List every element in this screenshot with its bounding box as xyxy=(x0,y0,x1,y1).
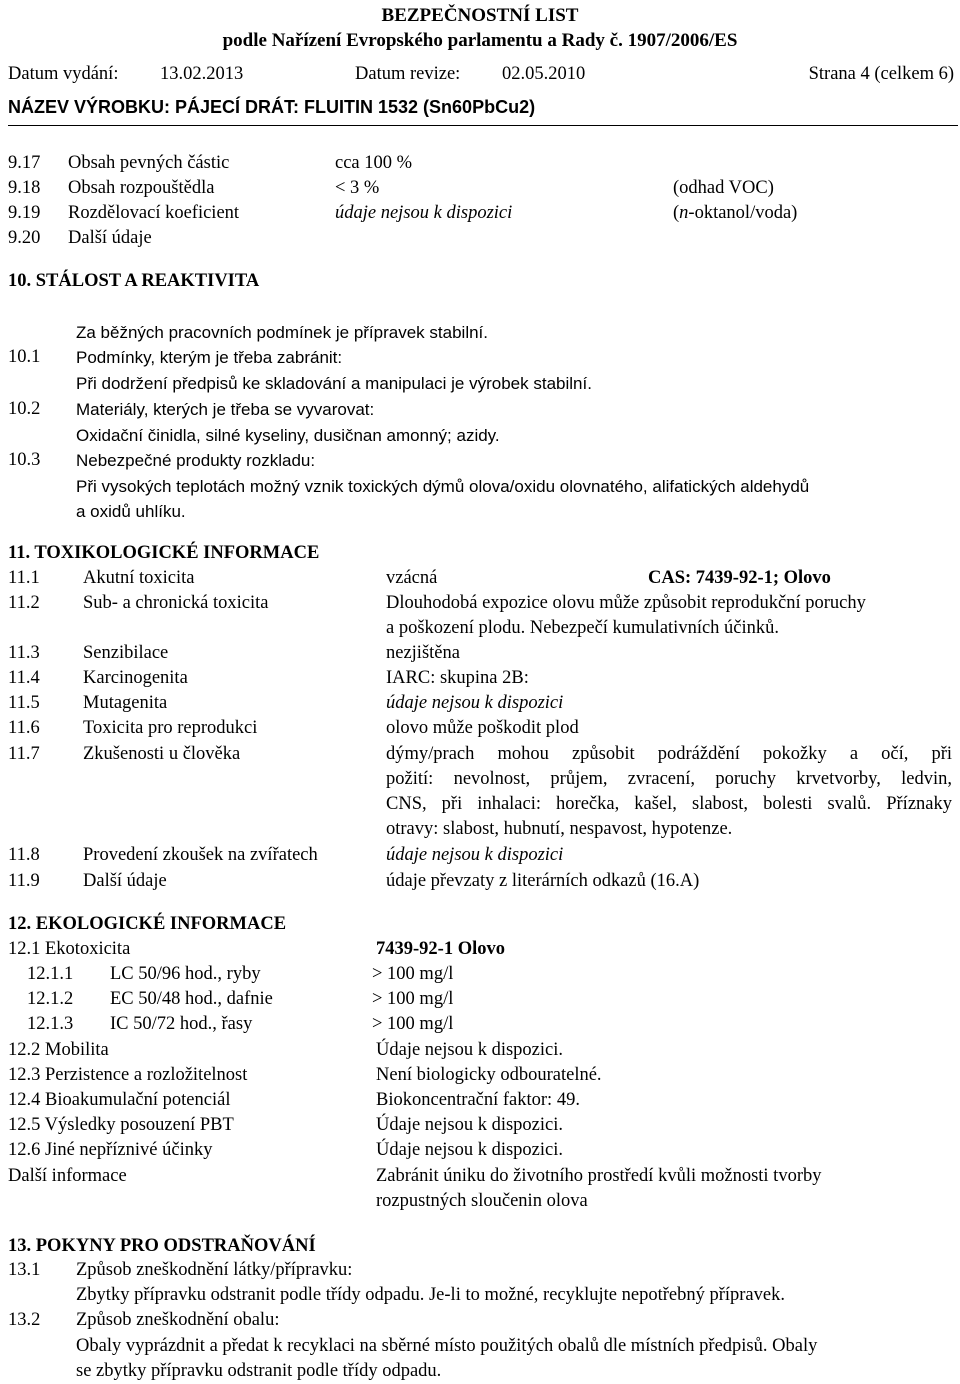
row-value: údaje nejsou k dispozici xyxy=(386,693,564,713)
row-number: 11.9 xyxy=(8,871,40,891)
row-value: vzácná xyxy=(386,568,438,588)
row-label: Karcinogenita xyxy=(83,668,188,688)
row-note: (n-oktanol/voda) xyxy=(673,203,798,223)
item-label: Způsob zneškodnění látky/přípravku: xyxy=(76,1260,353,1280)
row-value: údaje nejsou k dispozici xyxy=(335,203,513,223)
row-number: 11.8 xyxy=(8,845,40,865)
row-label: Senzibilace xyxy=(83,643,169,663)
sub-number: 12.1.2 xyxy=(27,989,74,1009)
sub-number: 12.1.1 xyxy=(27,964,74,984)
item-number: 10.2 xyxy=(8,399,41,419)
item-text: Oxidační činidla, silné kyseliny, dusičnan amonný; azidy. xyxy=(76,426,500,445)
row-label: 12.2 Mobilita xyxy=(8,1040,109,1060)
sub-value: > 100 mg/l xyxy=(372,964,454,984)
row-number: 9.18 xyxy=(8,178,41,198)
item-number: 10.3 xyxy=(8,450,41,470)
item-label: Způsob zneškodnění obalu: xyxy=(76,1310,280,1330)
row-value: Není biologicky odbouratelné. xyxy=(376,1065,602,1085)
item-label: Materiály, kterých je třeba se vyvarovat: xyxy=(76,400,375,419)
page-number: Strana 4 (celkem 6) xyxy=(808,64,954,84)
row-note-italic: n xyxy=(679,203,689,223)
row-value: Údaje nejsou k dispozici. xyxy=(376,1115,564,1135)
row-value: Dlouhodobá expozice olovu může způsobit reprodukční poruchy xyxy=(386,593,866,613)
cas-number: CAS: 7439-92-1; Olovo xyxy=(648,568,831,588)
sub-value: > 100 mg/l xyxy=(372,1014,454,1034)
row-value: údaje nejsou k dispozici xyxy=(386,845,564,865)
item-text: se zbytky přípravku odstranit podle třídy odpadu. xyxy=(76,1361,442,1381)
stability-intro: Za běžných pracovních podmínek je přípravek stabilní. xyxy=(76,323,488,342)
row-value: < 3 % xyxy=(335,178,380,198)
section-heading: 12. EKOLOGICKÉ INFORMACE xyxy=(8,914,287,934)
item-text: Zbytky přípravku odstranit podle třídy odpadu. Je-li to možné, recyklujte nepotřebný přípravek. xyxy=(76,1285,785,1305)
issue-date-label: Datum vydání: xyxy=(8,64,119,84)
row-label: Mutagenita xyxy=(83,693,168,713)
item-label: Podmínky, kterým je třeba zabránit: xyxy=(76,348,343,367)
row-label: Další údaje xyxy=(68,228,152,248)
row-label: Provedení zkoušek na zvířatech xyxy=(83,845,318,865)
issue-date: 13.02.2013 xyxy=(160,64,244,84)
row-value: nezjištěna xyxy=(386,643,460,663)
sub-number: 12.1.3 xyxy=(27,1014,74,1034)
row-number: 11.2 xyxy=(8,593,40,613)
row-note-rest: -oktanol/voda) xyxy=(688,203,798,223)
row-value: dýmy/prach mohou způsobit podráždění pokožky a očí, při xyxy=(386,744,952,764)
item-label: Nebezpečné produkty rozkladu: xyxy=(76,451,316,470)
sub-value: > 100 mg/l xyxy=(372,989,454,1009)
row-label: 12.3 Perzistence a rozložitelnost xyxy=(8,1065,248,1085)
row-label: 12.6 Jiné nepříznivé účinky xyxy=(8,1140,213,1160)
item-text: Při dodržení předpisů ke skladování a manipulaci je výrobek stabilní. xyxy=(76,374,592,393)
item-number: 13.1 xyxy=(8,1260,41,1280)
sub-label: LC 50/96 hod., ryby xyxy=(110,964,261,984)
row-number: 11.4 xyxy=(8,668,40,688)
item-text: Obaly vyprázdnit a předat k recyklaci na sběrné místo použitých obalů dle místních předpisů. Obaly xyxy=(76,1336,818,1356)
row-value: olovo může poškodit plod xyxy=(386,718,579,738)
row-label: Rozdělovací koeficient xyxy=(68,203,240,223)
section-heading: 13. POKYNY PRO ODSTRAŇOVÁNÍ xyxy=(8,1236,316,1256)
row-label: Akutní toxicita xyxy=(83,568,195,588)
row-value: CNS, při inhalaci: horečka, kašel, slabost, bolesti svalů. Příznaky xyxy=(386,794,952,814)
item-number: 13.2 xyxy=(8,1310,41,1330)
revision-date-label: Datum revize: xyxy=(355,64,461,84)
section-heading: 11. TOXIKOLOGICKÉ INFORMACE xyxy=(8,543,320,563)
row-number: 9.19 xyxy=(8,203,41,223)
item-number: 10.1 xyxy=(8,347,41,367)
row-number: 11.7 xyxy=(8,744,40,764)
row-value: Biokoncentrační faktor: 49. xyxy=(376,1090,580,1110)
row-number: 11.1 xyxy=(8,568,40,588)
other-info-value: Zabránit úniku do životního prostředí kvůli možnosti tvorby xyxy=(376,1166,822,1186)
row-label: Toxicita pro reprodukci xyxy=(83,718,258,738)
row-label: Obsah pevných částic xyxy=(68,153,230,173)
other-info-label: Další informace xyxy=(8,1166,127,1186)
row-value: otravy: slabost, hubnutí, nespavost, hypotenze. xyxy=(386,819,733,839)
document-title: BEZPEČNOSTNÍ LIST xyxy=(381,5,579,26)
row-value: požití: nevolnost, průjem, zvracení, poruchy krvetvorby, ledvin, xyxy=(386,769,952,789)
row-label: Sub- a chronická toxicita xyxy=(83,593,269,613)
row-label: Zkušenosti u člověka xyxy=(83,744,241,764)
row-note: (odhad VOC) xyxy=(673,178,774,198)
sub-label: IC 50/72 hod., řasy xyxy=(110,1014,253,1034)
row-label: 12.5 Výsledky posouzení PBT xyxy=(8,1115,234,1135)
row-value: Údaje nejsou k dispozici. xyxy=(376,1140,564,1160)
other-info-value: rozpustných sloučenin olova xyxy=(376,1191,588,1211)
ecotoxicity-label: 12.1 Ekotoxicita xyxy=(8,939,131,959)
row-number: 11.5 xyxy=(8,693,40,713)
sub-label: EC 50/48 hod., dafnie xyxy=(110,989,273,1009)
row-number: 11.3 xyxy=(8,643,40,663)
row-number: 11.6 xyxy=(8,718,40,738)
row-label: Obsah rozpouštědla xyxy=(68,178,215,198)
item-text: a oxidů uhlíku. xyxy=(76,502,186,521)
ecotoxicity-substance: 7439-92-1 Olovo xyxy=(376,939,505,959)
section-heading: 10. STÁLOST A REAKTIVITA xyxy=(8,271,260,291)
regulation-subtitle: podle Nařízení Evropského parlamentu a Rady č. 1907/2006/ES xyxy=(222,30,738,51)
row-number: 9.17 xyxy=(8,153,41,173)
row-label: Další údaje xyxy=(83,871,167,891)
row-value: cca 100 % xyxy=(335,153,413,173)
row-value: údaje převzaty z literárních odkazů (16.A) xyxy=(386,871,700,891)
row-value: IARC: skupina 2B: xyxy=(386,668,529,688)
row-value: a poškození plodu. Nebezpečí kumulativních účinků. xyxy=(386,618,780,638)
row-value: Údaje nejsou k dispozici. xyxy=(376,1040,564,1060)
row-label: 12.4 Bioakumulační potenciál xyxy=(8,1090,231,1110)
row-number: 9.20 xyxy=(8,228,41,248)
item-text: Při vysokých teplotách možný vznik toxických dýmů olova/oxidu olovnatého, alifatických aldehydů xyxy=(76,477,810,496)
revision-date: 02.05.2010 xyxy=(502,64,586,84)
header-divider xyxy=(8,125,958,126)
product-name: NÁZEV VÝROBKU: PÁJECÍ DRÁT: FLUITIN 1532 (Sn60PbCu2) xyxy=(8,97,536,117)
